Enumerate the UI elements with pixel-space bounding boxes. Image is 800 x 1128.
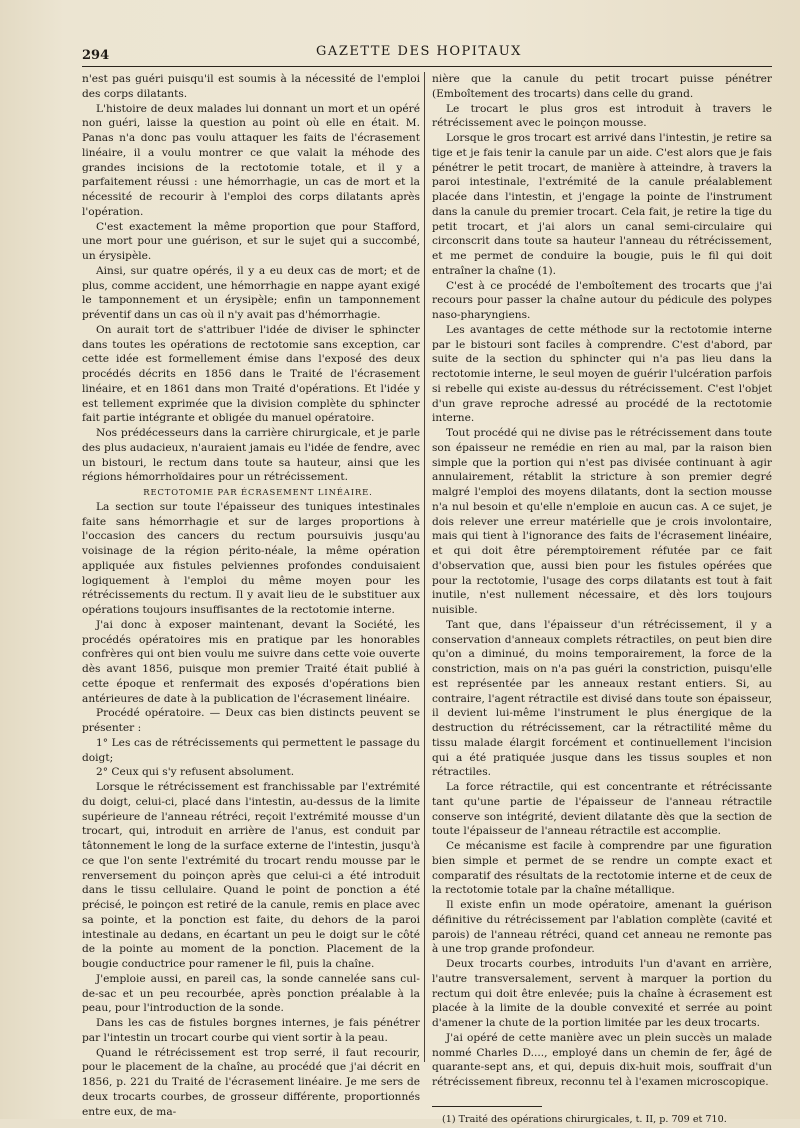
- right-column: [432, 72, 772, 1128]
- paragraph: Le trocart le plus gros est introduit à travers le rétrécissement avec le poinçon mousse.: [432, 102, 772, 130]
- paragraph: nière que la canule du petit trocart puisse pénétrer (Emboîtement des trocarts) dans celle du grand.: [432, 73, 772, 100]
- paragraph: Quand le rétrécissement est trop serré, il faut recourir, pour le placement de la chaîne, au procédé que j'ai décrit en 1856, p. 221 du Traité de l'écrasement linéaire. Je me sers de deux trocarts courbes, de grosseur différente, proportionnés entre eux, de ma-: [82, 1046, 420, 1118]
- paragraph: Lorsque le rétrécissement est franchissable par l'extrémité du doigt, celui-ci, placé dans l'intestin, au-dessus de la limite supérieure de l'anneau rétréci, reçoit l'extrémité mousse d'un trocart, qui, introduit en arrière de l'anus, est conduit par tâtonnement le long de la surface externe de l'intestin, jusqu'à ce que l'on sente l'extrémité du trocart rendu mousse par le renversement du poinçon après que celui-ci a été introduit dans le tissu cellulaire. Quand le point de ponction a été précisé, le poinçon est retiré de la canule, remis en place avec sa pointe, et la ponction est faite, du dehors de la paroi intestinale au dedans, en écartant un peu le doigt sur le côté de la pointe au moment de la ponction. Placement de la bougie conductrice pour ramener le fil, puis la chaîne.: [82, 781, 420, 970]
- paragraph: On aurait tort de s'attribuer l'idée de diviser le sphincter dans toutes les opérations de rectotomie sans exception, car cette idée est formellement émise dans l'exposé des deux procédés décrits en 1856 dans le Traité de l'écrasement linéaire, et en 1861 dans mon Traité d'opérations. Et l'idée y est tellement exprimée que la division complète du sphincter fait partie intégrante et obligée du manuel opératoire.: [82, 323, 420, 425]
- paragraph: L'histoire de deux malades lui donnant un mort et un opéré non guéri, laisse la question au point où elle en était. M. Panas n'a donc pas voulu attaquer les faits de l'écrasement linéaire, il a voulu montrer ce que valait la méhode des grandes incisions de la rectotomie totale, et il y a parfaitement réussi : une hémorrhagie, un cas de mort et la nécessité de recourir à l'emploi des corps dilatants après l'opération.: [82, 102, 420, 218]
- paragraph: C'est exactement la même proportion que pour Stafford, une mort pour une guérison, et sur le sujet qui a succombé, un érysipèle.: [82, 220, 420, 262]
- paragraph: J'ai opéré de cette manière avec un plein succès un malade nommé Charles D...., employé dans un chemin de fer, âgé de quarante-sept ans, et qui, depuis dix-huit mois, souffrait d'un rétrécissement fibreux, reconnu tel à l'examen microscopique.: [432, 1031, 772, 1088]
- paragraph: 1° Les cas de rétrécissements qui permettent le passage du doigt;: [82, 736, 420, 764]
- paragraph: Deux trocarts courbes, introduits l'un d'avant en arrière, l'autre transversalement, servent à marquer la portion du rectum qui doit être enlevée; puis la chaîne à écrasement est placée à la limite de la double convexité et serrée au point d'amener la chute de la portion limitée par les deux trocarts.: [432, 958, 772, 1029]
- footnote: (1) Traité des opérations chirurgicales, t. II, p. 709 et 710.: [442, 1113, 727, 1125]
- paragraph: J'ai donc à exposer maintenant, devant la Société, les procédés opératoires mis en pratique par les honorables confrères qui ont bien voulu me suivre dans cette voie ouverte dès avant 1856, puisque mon premier Traité était publié à cette époque et renfermait des exposés d'opérations bien antérieures de date à la publication de l'écrasement linéaire.: [82, 618, 420, 705]
- paragraph: C'est à ce procédé de l'emboîtement des trocarts que j'ai recours pour passer la chaîne autour du pédicule des polypes naso-pharyngiens.: [432, 279, 772, 321]
- header-rule: [82, 66, 772, 67]
- paragraph: La section sur toute l'épaisseur des tuniques intestinales faite sans hémorrhagie et sur de larges proportions à l'occasion des cancers du rectum poursuivis jusqu'au voisinage de la région périto-néale, la même opération appliquée aux fistules pelviennes profondes conduisaient logiquement à l'emploi du même moyen pour les rétrécissements du rectum. Il y avait lieu de le substituer aux opérations toujours insuffisantes de la rectotomie interne.: [82, 500, 420, 616]
- paragraph: Les avantages de cette méthode sur la rectotomie interne par le bistouri sont faciles à comprendre. C'est d'abord, par suite de la section du sphincter qui n'a pas lieu dans la rectotomie interne, le seul moyen de guérir l'ulcération parfois si rebelle qui existe au-dessus du rétrécissement. C'est l'objet d'un grave reproche adressé au procédé de la rectotomie interne.: [432, 323, 772, 425]
- column-divider: [424, 72, 425, 1062]
- left-column: [82, 72, 420, 1119]
- paragraph: 2° Ceux qui s'y refusent absolument.: [96, 766, 295, 779]
- paragraph: Ce mécanisme est facile à comprendre par une figuration bien simple et permet de se rendre un compte exact et comparatif des résultats de la rectotomie interne et de ceux de la rectotomie totale par la chaîne métallique.: [432, 840, 772, 897]
- paragraph: Procédé opératoire. — Deux cas bien distincts peuvent se présenter :: [82, 707, 420, 734]
- paragraph: Dans les cas de fistules borgnes internes, je fais pénétrer par l'intestin un trocart courbe qui vient sortir à la peau.: [82, 1017, 420, 1044]
- paragraph: Tout procédé qui ne divise pas le rétrécissement dans toute son épaisseur ne remédie en rien au mal, par la raison bien simple que la portion qui n'est pas divisée continuant à agir annulairement, rétablit la stricture à son premier degré malgré l'emploi des moyens dilatants, dont la section mousse n'a nul besoin et qu'elle n'emploie en aucun cas. A ce sujet, je dois relever une erreur matérielle que je crois involontaire, mais qui tient à l'ignorance des faits de l'écrasement linéaire, et qui doit être péremptoirement réfutée par ce fait d'observation que, aussi bien pour les fistules opérées que pour la rectotomie, l'usage des corps dilatants est tout à fait inutile, n'est nullement nécessaire, et dès lors toujours nuisible.: [432, 427, 772, 616]
- paragraph: Tant que, dans l'épaisseur d'un rétrécissement, il y a conservation d'anneaux complets rétractiles, on peut bien dire qu'on a diminué, du moins temporairement, la force de la constriction, mais on n'a pas guéri la constriction, puisqu'elle est représentée par les anneaux restant entiers. Si, au contraire, l'agent rétractile est divisé dans toute son épaisseur, il devient lui-même l'instrument le plus énergique de la destruction du rétrécissement, car la rétractilité même du tissu malade élargit forcément et continuellement l'incision qui a été pratiquée jusque dans les tissus souples et non rétractiles.: [432, 618, 772, 779]
- paragraph: J'emploie aussi, en pareil cas, la sonde cannelée sans cul-de-sac et un peu recourbée, après ponction préalable à la peau, pour l'introduction de la sonde.: [82, 972, 420, 1015]
- running-title: GAZETTE DES HOPITAUX: [316, 44, 522, 59]
- paragraph: Ainsi, sur quatre opérés, il y a eu deux cas de mort; et de plus, comme accident, une hémorrhagie en nappe ayant exigé le tamponnement et un érysipèle; enfin un tamponnement préventif dans un cas où il n'y avait pas d'hémorrhagie.: [82, 264, 420, 321]
- paragraph: Il existe enfin un mode opératoire, amenant la guérison définitive du rétrécissement par l'ablation complète (cavité et parois) de l'anneau rétréci, quand cet anneau ne remonte pas à une trop grande profondeur.: [432, 899, 772, 956]
- paragraph: La force rétractile, qui est concentrante et rétrécissante tant qu'une partie de l'épaisseur de l'anneau rétractile conserve son intégrité, devient dilatante dès que la section de toute l'épaisseur de l'anneau rétractile est accomplie.: [432, 781, 772, 838]
- paragraph: Lorsque le gros trocart est arrivé dans l'intestin, je retire sa tige et je fais tenir la canule par un aide. C'est alors que je fais pénétrer le petit trocart, de manière à atteindre, à travers la paroi intestinale, l'extrémité de la canule préalablement placée dans l'intestin, et j'engage la pointe de l'instrument dans la canule du premier trocart. Cela fait, je retire la tige du petit trocart, et j'ai alors un canal semi-circulaire qui circonscrit dans toute sa hauteur l'anneau du rétrécissement, et me permet de conduire la bougie, puis le fil qui doit entraîner la chaîne (1).: [432, 132, 772, 277]
- paragraph: Nos prédécesseurs dans la carrière chirurgicale, et je parle des plus audacieux, n'auraient jamais eu l'idée de fendre, avec un bistouri, le rectum dans toute sa hauteur, ainsi que les régions hémorrhoïdaires pour un rétrécissement.: [82, 427, 420, 484]
- section-heading: RECTOTOMIE PAR ÉCRASEMENT LINÉAIRE.: [143, 487, 373, 497]
- footnote-rule: [432, 1106, 542, 1107]
- paragraph: n'est pas guéri puisqu'il est soumis à la nécessité de l'emploi des corps dilatants.: [82, 73, 420, 100]
- page-number: 294: [82, 48, 110, 63]
- page-header: [60, 40, 778, 62]
